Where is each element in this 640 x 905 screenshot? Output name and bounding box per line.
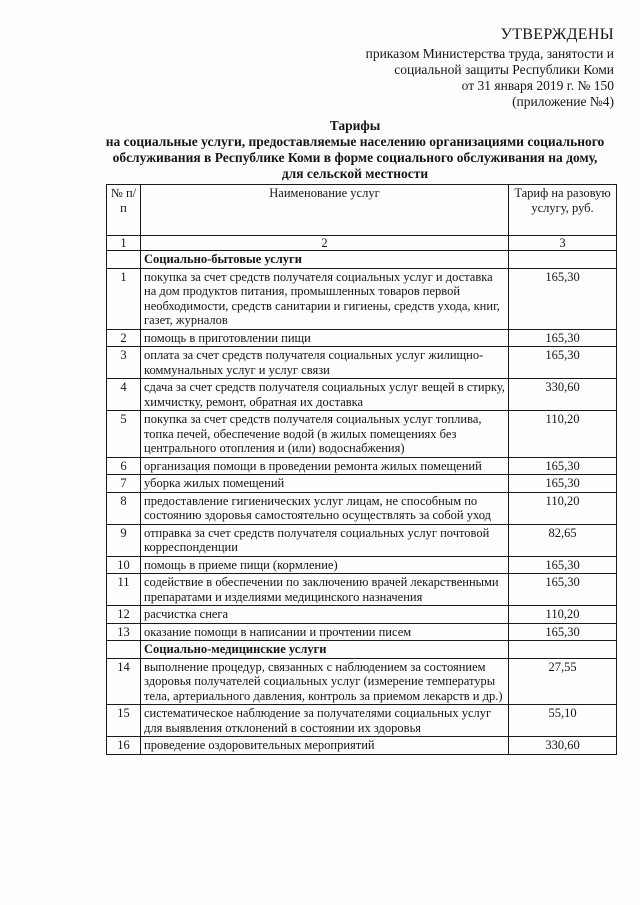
- order-line: от 31 января 2019 г. № 150: [461, 78, 614, 93]
- section-row: [107, 251, 617, 269]
- tariff-value: 330,60: [509, 379, 617, 411]
- row-number: 15: [107, 705, 141, 737]
- service-name: уборка жилых помещений: [141, 475, 509, 493]
- row-number: 1: [107, 268, 141, 329]
- table-row: [107, 606, 617, 624]
- service-name: Социально-медицинские услуги: [141, 641, 509, 659]
- service-name: проведение оздоровительных мероприятий: [141, 737, 509, 755]
- row-number: 11: [107, 574, 141, 606]
- row-number: 13: [107, 623, 141, 641]
- service-name: покупка за счет средств получателя социальных услуг топлива, топка печей, обеспечение водой (в жилых помещениях без центрального отопления и (или) водоснабжения): [141, 411, 509, 458]
- service-name: оплата за счет средств получателя социальных услуг жилищно-коммунальных услуг и услуг связи: [141, 347, 509, 379]
- table-row: [107, 556, 617, 574]
- table-row: [107, 492, 617, 524]
- row-number: 8: [107, 492, 141, 524]
- column-index-row: [107, 236, 617, 251]
- row-number: 4: [107, 379, 141, 411]
- row-number: 5: [107, 411, 141, 458]
- row-number: 16: [107, 737, 141, 755]
- section-row: [107, 641, 617, 659]
- tariff-value: [509, 641, 617, 659]
- service-name: помощь в приеме пищи (кормление): [141, 556, 509, 574]
- tariff-value: 110,20: [509, 606, 617, 624]
- tariff-value: 330,60: [509, 737, 617, 755]
- service-name: покупка за счет средств получателя социальных услуг и доставка на дом продуктов питания, промышленных товаров первой необходимости, средств санитарии и гигиены, средств ухода, книг, газет, журналов: [141, 268, 509, 329]
- order-reference: [254, 46, 614, 110]
- table-row: [107, 457, 617, 475]
- service-name: Социально-бытовые услуги: [141, 251, 509, 269]
- row-number: 2: [107, 329, 141, 347]
- tariff-value: 165,30: [509, 574, 617, 606]
- order-line: (приложение №4): [512, 94, 614, 109]
- header-service-name: Наименование услуг: [141, 185, 509, 236]
- approval-stamp-title: УТВЕРЖДЕНЫ: [500, 26, 614, 43]
- tariff-value: 110,20: [509, 492, 617, 524]
- column-index: 2: [141, 236, 509, 251]
- table-row: [107, 268, 617, 329]
- tariff-value: 82,65: [509, 524, 617, 556]
- tariff-value: 165,30: [509, 329, 617, 347]
- table-row: [107, 574, 617, 606]
- row-number: [107, 251, 141, 269]
- tariff-value: 165,30: [509, 347, 617, 379]
- row-number: [107, 641, 141, 659]
- document-title: [60, 118, 640, 182]
- row-number: 3: [107, 347, 141, 379]
- service-name: систематическое наблюдение за получателями социальных услуг для выявления отклонений в состоянии их здоровья: [141, 705, 509, 737]
- tariff-value: 165,30: [509, 475, 617, 493]
- service-name: содействие в обеспечении по заключению врачей лекарственными препаратами и изделиями медицинского назначения: [141, 574, 509, 606]
- tariff-value: 110,20: [509, 411, 617, 458]
- row-number: 12: [107, 606, 141, 624]
- row-number: 6: [107, 457, 141, 475]
- table-row: [107, 329, 617, 347]
- table-row: [107, 658, 617, 705]
- service-name: организация помощи в проведении ремонта жилых помещений: [141, 457, 509, 475]
- tariffs-table: [106, 184, 617, 755]
- service-name: помощь в приготовлении пищи: [141, 329, 509, 347]
- order-line: социальной защиты Республики Коми: [394, 62, 614, 77]
- table-row: [107, 411, 617, 458]
- table-row: [107, 475, 617, 493]
- table-row: [107, 379, 617, 411]
- row-number: 9: [107, 524, 141, 556]
- header-tariff: Тариф на разовую услугу, руб.: [509, 185, 617, 236]
- table-row: [107, 347, 617, 379]
- service-name: отправка за счет средств получателя социальных услуг почтовой корреспонденции: [141, 524, 509, 556]
- table-row: [107, 623, 617, 641]
- title-line: на социальные услуги, предоставляемые населению организациями социального: [105, 134, 605, 149]
- row-number: 14: [107, 658, 141, 705]
- row-number: 7: [107, 475, 141, 493]
- tariffs-table-body: [107, 251, 617, 755]
- tariff-value: [509, 251, 617, 269]
- tariff-value: 165,30: [509, 268, 617, 329]
- table-row: [107, 705, 617, 737]
- tariff-value: 165,30: [509, 623, 617, 641]
- tariff-value: 55,10: [509, 705, 617, 737]
- service-name: сдача за счет средств получателя социальных услуг вещей в стирку, химчистку, ремонт, обратная их доставка: [141, 379, 509, 411]
- column-index: 1: [107, 236, 141, 251]
- title-line: для сельской местности: [281, 166, 429, 181]
- order-line: приказом Министерства труда, занятости и: [365, 46, 614, 61]
- table-row: [107, 737, 617, 755]
- table-row: [107, 524, 617, 556]
- service-name: расчистка снега: [141, 606, 509, 624]
- tariff-value: 165,30: [509, 457, 617, 475]
- service-name: оказание помощи в написании и прочтении писем: [141, 623, 509, 641]
- tariff-value: 27,55: [509, 658, 617, 705]
- tariff-value: 165,30: [509, 556, 617, 574]
- row-number: 10: [107, 556, 141, 574]
- title-line: Тарифы: [329, 118, 381, 133]
- column-index: 3: [509, 236, 617, 251]
- title-line: обслуживания в Республике Коми в форме социального обслуживания на дому,: [112, 150, 598, 165]
- service-name: выполнение процедур, связанных с наблюдением за состоянием здоровья получателей социальных услуг (измерение температуры тела, артериального давления, контроль за приемом лекарств и др.): [141, 658, 509, 705]
- table-header-row: [107, 185, 617, 236]
- header-number: № п/п: [107, 185, 141, 236]
- service-name: предоставление гигиенических услуг лицам, не способным по состоянию здоровья самостоятельно осуществлять за собой уход: [141, 492, 509, 524]
